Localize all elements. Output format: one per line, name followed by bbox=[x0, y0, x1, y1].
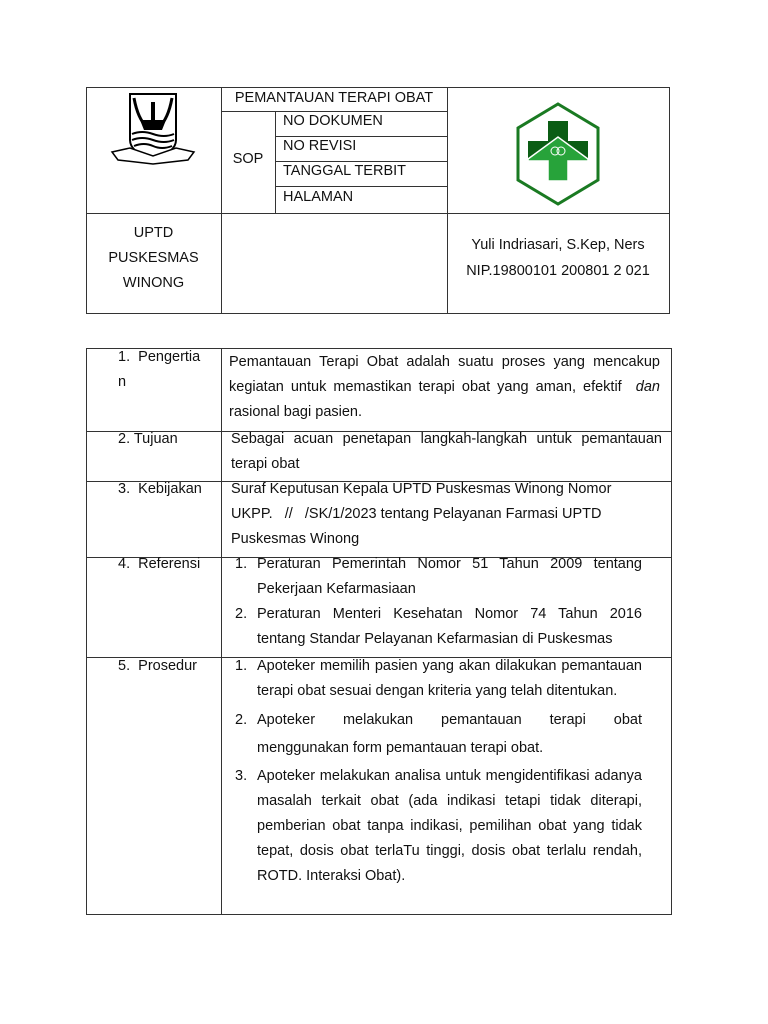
referensi-item-text: Peraturan Menteri Kesehatan Nomor 74 Tahun 2016 tentang Standar Pelayanan Kefarmasian di Puskesmas bbox=[257, 606, 642, 647]
section-label-kebijakan: 3. Kebijakan bbox=[118, 481, 202, 497]
sop-label: SOP bbox=[232, 151, 264, 167]
regency-crest-logo bbox=[108, 90, 198, 170]
prosedur-item: 1. Apoteker memilih pasien yang akan dilakukan pemantauan terapi obat sesuai dengan kriteria yang telah ditentukan. bbox=[235, 658, 642, 699]
signer-name: Yuli Indriasari, S.Kep, Ners bbox=[471, 237, 645, 253]
referensi-list bbox=[231, 552, 642, 652]
field-tanggal-terbit: TANGGAL TERBIT bbox=[283, 163, 407, 179]
org-line-2: PUSKESMAS bbox=[108, 250, 199, 266]
prosedur-item: 3. Apoteker melakukan analisa untuk mengidentifikasi adanya masalah terkait obat (ada indikasi tetapi tidak diterapi, pemberian obat tanpa indikasi, pemilihan obat yang tidak tepat, dosis obat terlaTu tinggi, dosis obat terlalu rendah, ROTD. Interaksi Obat). bbox=[235, 768, 642, 884]
pengertian-text-2: rasional bagi pasien. bbox=[229, 404, 363, 420]
pengertian-italic: dan bbox=[635, 379, 660, 395]
prosedur-item-text: Apoteker melakukan pemantauan terapi obat menggunakan form pemantauan terapi obat. bbox=[257, 712, 642, 756]
section-label-prosedur: 5. Prosedur bbox=[118, 658, 197, 674]
field-no-dokumen: NO DOKUMEN bbox=[283, 113, 383, 129]
pengertian-text: Pemantauan Terapi Obat adalah suatu proses yang mencakup kegiatan untuk memastikan terapi obat yang aman, efektif bbox=[229, 354, 660, 395]
referensi-item: 1. Peraturan Pemerintah Nomor 51 Tahun 2009 tentang Pekerjaan Kefarmasiaan bbox=[235, 556, 642, 597]
org-line-3: WINONG bbox=[122, 275, 185, 291]
section-text-pengertian bbox=[229, 350, 660, 425]
section-label-pengertian: 1. Pengertia n bbox=[118, 349, 201, 390]
prosedur-list bbox=[231, 654, 642, 889]
field-halaman: HALAMAN bbox=[283, 189, 354, 205]
puskesmas-logo bbox=[515, 101, 601, 207]
section-label-tujuan: 2. Tujuan bbox=[118, 431, 178, 447]
section-text-kebijakan: Suraf Keputusan Kepala UPTD Puskesmas Winong Nomor UKPP. // /SK/1/2023 tentang Pelayanan Farmasi UPTD Puskesmas Winong bbox=[231, 481, 616, 547]
prosedur-item-text: Apoteker melakukan analisa untuk mengidentifikasi adanya masalah terkait obat (ada indikasi tetapi tidak diterapi, pemberian obat tanpa indikasi, pemilihan obat yang tidak tepat, dosis obat terlaTu tinggi, dosis obat terlalu rendah, ROTD. Interaksi Obat). bbox=[257, 768, 642, 884]
field-no-revisi: NO REVISI bbox=[283, 138, 357, 154]
org-line-1: UPTD bbox=[133, 225, 174, 241]
document-title: PEMANTAUAN TERAPI OBAT bbox=[234, 90, 434, 106]
referensi-item-text: Peraturan Pemerintah Nomor 51 Tahun 2009 tentang Pekerjaan Kefarmasiaan bbox=[257, 556, 642, 597]
signer-nip: NIP.19800101 200801 2 021 bbox=[466, 263, 650, 279]
section-text-tujuan: Sebagai acuan penetapan langkah-langkah untuk pemantauan terapi obat bbox=[231, 431, 662, 472]
referensi-item: 2. Peraturan Menteri Kesehatan Nomor 74 Tahun 2016 tentang Standar Pelayanan Kefarmasian di Puskesmas bbox=[235, 606, 642, 647]
section-label-referensi: 4. Referensi bbox=[118, 556, 201, 572]
prosedur-item-text: Apoteker memilih pasien yang akan dilakukan pemantauan terapi obat sesuai dengan kriteria yang telah ditentukan. bbox=[257, 658, 642, 699]
prosedur-item: 2. Apoteker melakukan pemantauan terapi obat menggunakan form pemantauan terapi obat. bbox=[235, 712, 642, 756]
